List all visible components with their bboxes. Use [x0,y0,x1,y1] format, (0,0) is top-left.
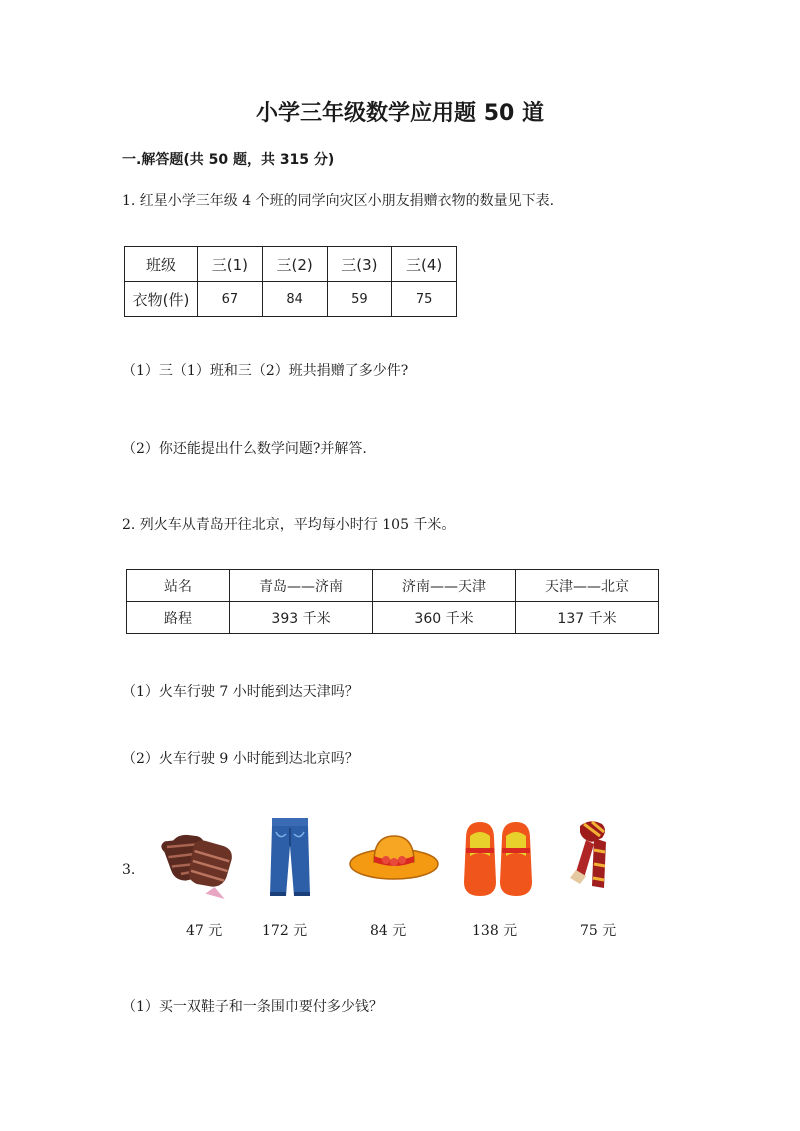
route-table [126,569,659,634]
count-cell: 75 [392,282,457,317]
class-cell: 三(2) [262,247,327,282]
jeans-icon [242,812,338,902]
donation-table [124,246,457,317]
question-3-sub-1: （1）买一双鞋子和一条围巾要付多少钱？ [122,999,383,1015]
section-heading: 一.解答题(共 50 题，共 315 分) [122,152,335,168]
segment-cell: 天津——北京 [516,570,659,602]
gloves-icon [150,812,246,902]
row-label-distance: 路程 [127,602,230,634]
count-cell: 84 [262,282,327,317]
row-label-clothes: 衣物(件) [125,282,198,317]
table-row [125,282,457,317]
distance-cell: 137 千米 [516,602,659,634]
price-label: 84 元 [370,923,407,939]
row-label-class: 班级 [125,247,198,282]
table-row [127,570,659,602]
table-row [125,247,457,282]
distance-cell: 360 千米 [373,602,516,634]
question-2-sub-1: （1）火车行驶 7 小时能到达天津吗？ [122,684,359,700]
row-label-station: 站名 [127,570,230,602]
count-cell: 67 [198,282,263,317]
question-2-text: 2. 列火车从青岛开往北京，平均每小时行 105 千米。 [122,517,456,533]
price-label: 172 元 [262,923,308,939]
question-1-sub-1: （1）三（1）班和三（2）班共捐赠了多少件? [122,363,409,379]
class-cell: 三(1) [198,247,263,282]
count-cell: 59 [327,282,392,317]
question-1-text: 1. 红星小学三年级 4 个班的同学向灾区小朋友捐赠衣物的数量见下表. [122,193,555,209]
clothing-items [150,812,630,902]
class-cell: 三(3) [327,247,392,282]
question-2-sub-2: （2）火车行驶 9 小时能到达北京吗？ [122,751,359,767]
scarf-icon [546,812,642,902]
price-label: 47 元 [186,923,223,939]
shoes-icon [450,812,546,902]
class-cell: 三(4) [392,247,457,282]
question-3-number: 3. [122,862,136,878]
price-label: 138 元 [472,923,518,939]
segment-cell: 济南——天津 [373,570,516,602]
segment-cell: 青岛——济南 [230,570,373,602]
question-1-sub-2: （2）你还能提出什么数学问题?并解答. [122,441,367,457]
distance-cell: 393 千米 [230,602,373,634]
table-row [127,602,659,634]
price-label: 75 元 [580,923,617,939]
page-title: 小学三年级数学应用题 50 道 [256,101,544,126]
hat-icon [346,812,442,902]
